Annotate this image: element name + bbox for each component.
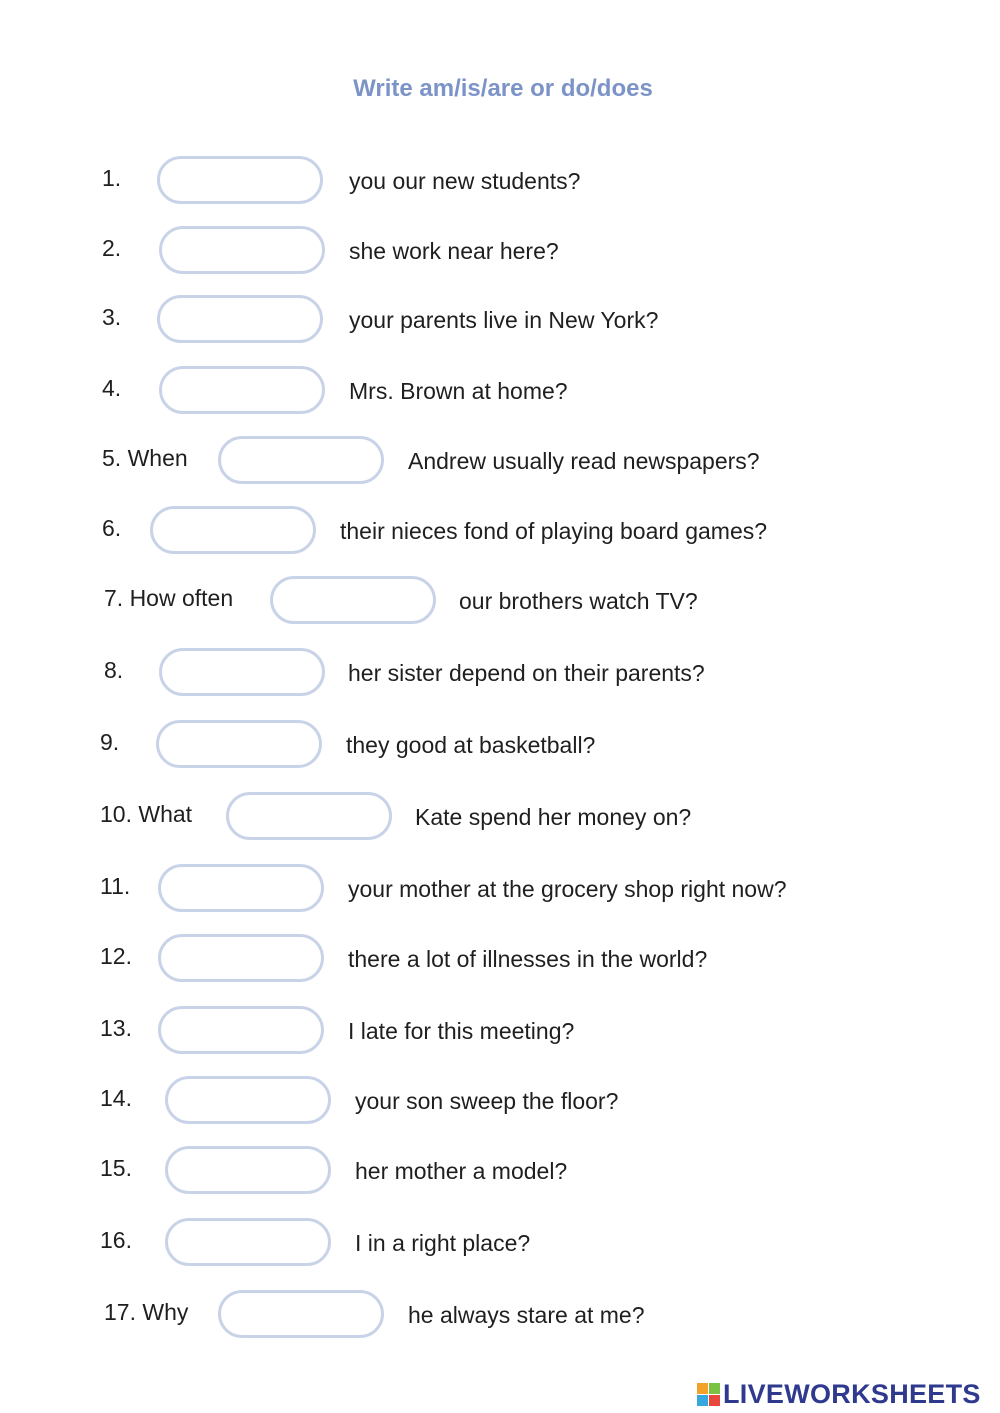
exercise-number: 11. [100,873,131,899]
answer-input[interactable] [226,792,392,840]
answer-input[interactable] [165,1076,331,1124]
answer-input[interactable] [165,1146,331,1194]
answer-input[interactable] [159,226,325,274]
answer-input[interactable] [150,506,316,554]
exercise-row [0,156,1000,212]
exercise-number: 1. [102,165,122,191]
exercise-row [0,436,1000,492]
exercise-row [0,1006,1000,1062]
exercise-number: 14. [100,1085,132,1111]
question-text: they good at basketball? [346,732,596,758]
exercise-row [0,366,1000,422]
answer-input[interactable] [158,934,324,982]
exercise-number: 9. [100,729,120,755]
question-text: I in a right place? [355,1230,531,1256]
exercise-number: 12. [100,943,132,969]
question-text: your parents live in New York? [349,307,659,333]
exercise-number: 17. Why [104,1299,189,1325]
exercise-row [0,1076,1000,1132]
question-text: her mother a model? [355,1158,568,1184]
exercise-number: 15. [100,1155,132,1181]
exercise-row [0,506,1000,562]
answer-input[interactable] [165,1218,331,1266]
answer-input[interactable] [157,295,323,343]
answer-input[interactable] [157,156,323,204]
question-text: their nieces fond of playing board games? [340,518,768,544]
exercise-row [0,226,1000,282]
answer-input[interactable] [218,436,384,484]
question-text: Mrs. Brown at home? [349,378,568,404]
exercise-row [0,934,1000,990]
logo-square-1 [697,1383,708,1394]
logo-square-2 [709,1383,720,1394]
exercise-row [0,1146,1000,1202]
exercise-number: 7. How often [104,585,234,611]
exercise-number: 8. [104,657,124,683]
question-text: there a lot of illnesses in the world? [348,946,708,972]
answer-input[interactable] [156,720,322,768]
question-text: Kate spend her money on? [415,804,692,830]
question-text: our brothers watch TV? [459,588,698,614]
exercise-row [0,1290,1000,1346]
exercise-row [0,792,1000,848]
exercise-row [0,295,1000,351]
liveworksheets-brand [697,1378,981,1410]
brand-name: LIVEWORKSHEETS [723,1379,981,1409]
question-text: she work near here? [349,238,559,264]
answer-input[interactable] [159,648,325,696]
liveworksheets-logo-icon [697,1383,720,1406]
exercise-row [0,864,1000,920]
exercise-number: 5. When [102,445,188,471]
exercise-number: 3. [102,304,122,330]
question-text: I late for this meeting? [348,1018,575,1044]
exercise-number: 10. What [100,801,193,827]
answer-input[interactable] [158,864,324,912]
exercise-number: 16. [100,1227,132,1253]
exercise-row [0,648,1000,704]
question-text: you our new students? [349,168,581,194]
exercise-number: 2. [102,235,122,261]
question-text: he always stare at me? [408,1302,645,1328]
question-text: your son sweep the floor? [355,1088,619,1114]
exercise-row [0,720,1000,776]
answer-input[interactable] [159,366,325,414]
logo-square-4 [709,1395,720,1406]
exercise-number: 4. [102,375,122,401]
answer-input[interactable] [158,1006,324,1054]
answer-input[interactable] [218,1290,384,1338]
logo-square-3 [697,1395,708,1406]
exercise-row [0,1218,1000,1274]
question-text: your mother at the grocery shop right now? [348,876,787,902]
worksheet-title: Write am/is/are or do/does [353,75,653,102]
exercise-number: 6. [102,515,122,541]
exercise-row [0,576,1000,632]
question-text: Andrew usually read newspapers? [408,448,760,474]
exercise-number: 13. [100,1015,132,1041]
answer-input[interactable] [270,576,436,624]
question-text: her sister depend on their parents? [348,660,705,686]
